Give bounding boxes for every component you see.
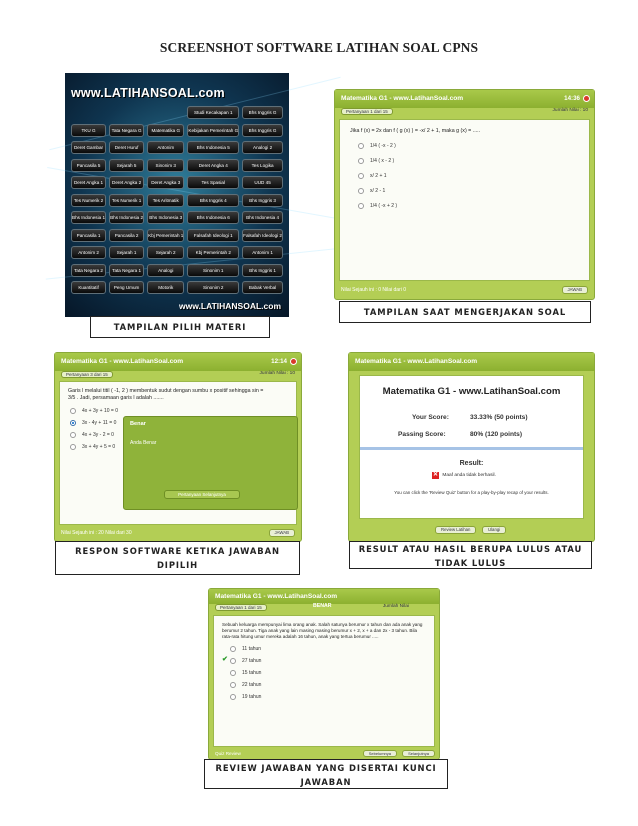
result-text: Maaf anda tidak berhasil. [442,473,496,478]
menu-topic-button[interactable]: Tata Negara 2 [71,264,106,277]
answer-option[interactable] [228,682,426,694]
menu-topic-button[interactable]: Falsafah Ideologi 1 [187,229,239,242]
radio-button[interactable] [358,143,364,149]
review-quiz-button[interactable]: Review Latihan [435,526,476,534]
radio-button[interactable] [230,670,236,676]
previous-button[interactable]: Sebelumnya [363,750,397,757]
menu-topic-button[interactable]: Antonim [147,141,184,154]
radio-button[interactable] [230,694,236,700]
retry-button[interactable]: Ulangi [482,526,506,534]
score-label: Jumlah Nilai : 10 [552,108,588,113]
radio-button[interactable] [230,646,236,652]
answer-option-label: 22 tahun [242,682,262,688]
answer-option-label: 1/4 ( -x - 2 ) [370,143,396,149]
menu-site-url-bottom: www.LATIHANSOAL.com [179,301,281,311]
score-value: 33.33% (50 points) [470,414,528,421]
window-title: Matematika G1 - www.LatihanSoal.com [341,95,464,102]
window-title: Matematika G1 - www.LatihanSoal.com [215,593,338,600]
passing-score-label: Passing Score: [398,431,446,438]
menu-topic-button[interactable]: Antonim 1 [242,246,283,259]
menu-topic-button[interactable]: Tes Aritmatik [147,194,184,207]
menu-topic-button[interactable]: Bhs Inggris G [242,124,283,137]
answer-option[interactable] [356,203,579,218]
menu-topic-button[interactable]: Bhs Inggris G [242,106,283,119]
radio-button[interactable] [70,444,76,450]
menu-site-url: www.LATIHANSOAL.com [71,86,225,100]
menu-topic-button[interactable]: Deret Angka 1 [71,176,106,189]
menu-topic-button[interactable]: Studi Kecakapan 1 [187,106,239,119]
menu-topic-button[interactable]: Bhs Indonesia 5 [187,141,239,154]
menu-topic-button[interactable]: Sejarah 5 [109,159,144,172]
menu-topic-button[interactable]: Analogi 2 [242,141,283,154]
answer-option-label: 1/4 ( -x + 2 ) [370,203,398,209]
menu-topic-button[interactable]: Bhs Indonesia 2 [109,211,144,224]
answer-option-label: 3x - 4y + 11 = 0 [82,420,117,426]
menu-screenshot [65,73,289,317]
menu-topic-button[interactable]: Babak Verbal [242,281,283,294]
fail-x-icon: ✕ [432,472,439,478]
answer-option[interactable] [222,656,426,670]
question-text: Sebuah keluarga mempunyai lima orang anak. Salah satunya berumur x tahun dan ada anak yang berumur 2 tahun. Tiga anak yang lain masing masing berumur x + 2, x + a dan 2x - 3 tahun. Bila rata-rata hitung umur mereka adalah 16 tahun, anak yang tertua berumur ..... [222,622,423,639]
question-nav[interactable]: Pertanyaan 1 dari 15 [215,604,267,611]
question-nav[interactable]: Pertanyaan 1 dari 15 [341,108,393,115]
response-screenshot [54,352,302,542]
close-icon[interactable] [583,95,590,102]
answer-option[interactable] [228,694,426,706]
window-title: Matematika G1 - www.LatihanSoal.com [355,358,478,365]
menu-topic-button[interactable]: Tes Logika [242,159,283,172]
menu-topic-button[interactable]: Falsafah Ideologi 2 [242,229,283,242]
menu-topic-button[interactable]: Deret Angka 3 [147,176,184,189]
review-hint: You can click the 'Review Quiz' button for a play-by-play recap of your results. [394,490,549,495]
working-screenshot [334,89,595,300]
radio-button[interactable] [358,173,364,179]
answer-option[interactable] [356,188,579,203]
menu-topic-button[interactable]: Kbj Pemerintah 1 [147,229,184,242]
menu-topic-button[interactable]: Pancasila 5 [71,159,106,172]
caption-working: TAMPILAN SAAT MENGERJAKAN SOAL [339,301,591,323]
footer-score: Nilai Sejauh ini : 20 Nilai dari 30 [61,530,132,536]
review-status: BENAR [313,603,332,609]
answer-option[interactable] [356,143,579,158]
feedback-popup [123,416,298,510]
result-screenshot [348,352,595,542]
answer-option-label: 3x + 4y + 5 = 0 [82,444,116,450]
answer-option-label: 15 tahun [242,670,262,676]
menu-topic-button[interactable]: Sinonim 3 [147,159,184,172]
answer-option[interactable] [356,158,579,173]
result-label: Result: [459,460,484,467]
menu-topic-button[interactable]: Sinonim 2 [187,281,239,294]
menu-topic-button[interactable]: TKU G [71,124,106,137]
menu-topic-button[interactable]: Deret Gambar [71,141,106,154]
score-label: Your Score: [412,414,449,421]
menu-topic-button[interactable]: Bhs Indonesia 6 [187,211,239,224]
footer-review-label: Quiz Review [215,751,241,756]
radio-button[interactable] [358,203,364,209]
caption-review: REVIEW JAWABAN YANG DISERTAI KUNCI JAWABAN [204,759,448,789]
menu-topic-button[interactable]: Analogi [147,264,184,277]
answer-option-label: 4x + 3y - 2 = 0 [82,432,114,438]
menu-topic-button[interactable]: Bhs Inggris 4 [187,194,239,207]
menu-topic-button[interactable]: Kbj Pemerintah 2 [187,246,239,259]
menu-topic-button[interactable]: Antonim 2 [71,246,106,259]
question-nav[interactable]: Pertanyaan 3 dari 15 [61,371,113,378]
menu-topic-button[interactable]: Motorik [147,281,184,294]
review-screenshot [208,588,440,760]
answer-option-label: 19 tahun [242,694,262,700]
menu-topic-button[interactable]: Deret Angka 4 [187,159,239,172]
menu-topic-button[interactable]: Kuantitatif [71,281,106,294]
question-text: Jika f (x) = 2x dan f ( g (x) ) = -x/ 2 + 1, maka g (x) = ..... [350,128,481,134]
menu-topic-button[interactable]: Matematika G [147,124,184,137]
menu-topic-button[interactable]: Tata Negara 1 [109,264,144,277]
caption-response: RESPON SOFTWARE KETIKA JAWABAN DIPILIH [55,541,300,575]
radio-button[interactable] [70,420,76,426]
window-title: Matematika G1 - www.LatihanSoal.com [61,358,184,365]
radio-button[interactable] [358,158,364,164]
passing-score-value: 80% (120 points) [470,431,523,438]
menu-topic-button[interactable]: Sinonim 1 [187,264,239,277]
menu-topic-button[interactable]: Deret Huruf [109,141,144,154]
radio-button[interactable] [230,682,236,688]
result-heading: Matematika G1 - www.LatihanSoal.com [382,386,561,397]
answer-option[interactable] [228,670,426,682]
answer-option-label: 1/4 ( x - 2 ) [370,158,395,164]
answer-option-label: 11 tahun [242,646,262,652]
menu-topic-button[interactable]: Tes Numerik 2 [71,194,106,207]
next-question-button[interactable]: Pertanyaan Selanjutnya [164,490,240,499]
menu-topic-button[interactable]: Bhs Inggris 1 [242,264,283,277]
answer-option-label: 4x + 3y + 10 = 0 [82,408,118,414]
menu-topic-button[interactable]: Bhs Inggris 3 [242,194,283,207]
radio-button[interactable] [358,188,364,194]
menu-topic-button[interactable]: Sejarah 2 [147,246,184,259]
menu-topic-button[interactable]: Bhs Indonesia 3 [147,211,184,224]
menu-topic-button[interactable]: Peng Umum [109,281,144,294]
score-label: Jumlah Nilai [382,604,409,609]
menu-button-grid [71,106,283,294]
footer-score: Nilai Sejauh ini : 0 Nilai dari 0 [341,287,407,293]
timer: 12:14 [271,358,287,365]
menu-topic-button[interactable]: Deret Angka 2 [109,176,144,189]
close-icon[interactable] [290,358,297,365]
answer-option[interactable] [356,173,579,188]
popup-title: Benar [130,421,146,427]
menu-topic-button[interactable]: Pancasila 1 [71,229,106,242]
menu-topic-button[interactable]: Pancasila 2 [109,229,144,242]
answer-option[interactable] [228,646,426,658]
correct-check-icon: ✔ [222,656,228,663]
menu-topic-button[interactable]: UUD 45 [242,176,283,189]
menu-topic-button[interactable]: Tes Numerik 1 [109,194,144,207]
menu-topic-button[interactable]: Bhs Indonesia 4 [242,211,283,224]
caption-result: RESULT ATAU HASIL BERUPA LULUS ATAU TIDAK LULUS [349,541,592,569]
timer: 14:36 [564,95,580,102]
menu-topic-button[interactable]: Sejarah 1 [109,246,144,259]
answer-option-label: x/ 2 + 1 [370,173,387,179]
menu-topic-button[interactable]: Bhs Indonesia 1 [71,211,106,224]
radio-button[interactable] [70,432,76,438]
question-text: Garis l melalui titil ( -1, 2 ) membentuk sudut dengan sumbu x positif sehingga sin = 3/5 . Jadi, persamaan garis l adalah ....... [68,388,264,401]
menu-topic-button[interactable]: Tata Negara G [109,124,144,137]
menu-topic-button[interactable]: Kebijakan Pemerintah G [187,124,239,137]
caption-menu: TAMPILAN PILIH MATERI [90,316,270,338]
score-label: Jumlah Nilai : 10 [259,371,295,376]
answer-option-label: x/ 2 - 1 [370,188,386,194]
popup-text: Anda Benar [130,440,157,446]
radio-button[interactable] [70,408,76,414]
answer-button[interactable]: JAWAB [269,529,295,537]
answer-button[interactable]: JAWAB [562,286,588,294]
next-button[interactable]: Selanjutnya [402,750,435,757]
document-title: SCREENSHOT SOFTWARE LATIHAN SOAL CPNS [159,40,479,55]
menu-topic-button[interactable]: Tes Spasial [187,176,239,189]
radio-button[interactable] [230,658,236,664]
answer-option-label: 27 tahun [242,658,262,664]
